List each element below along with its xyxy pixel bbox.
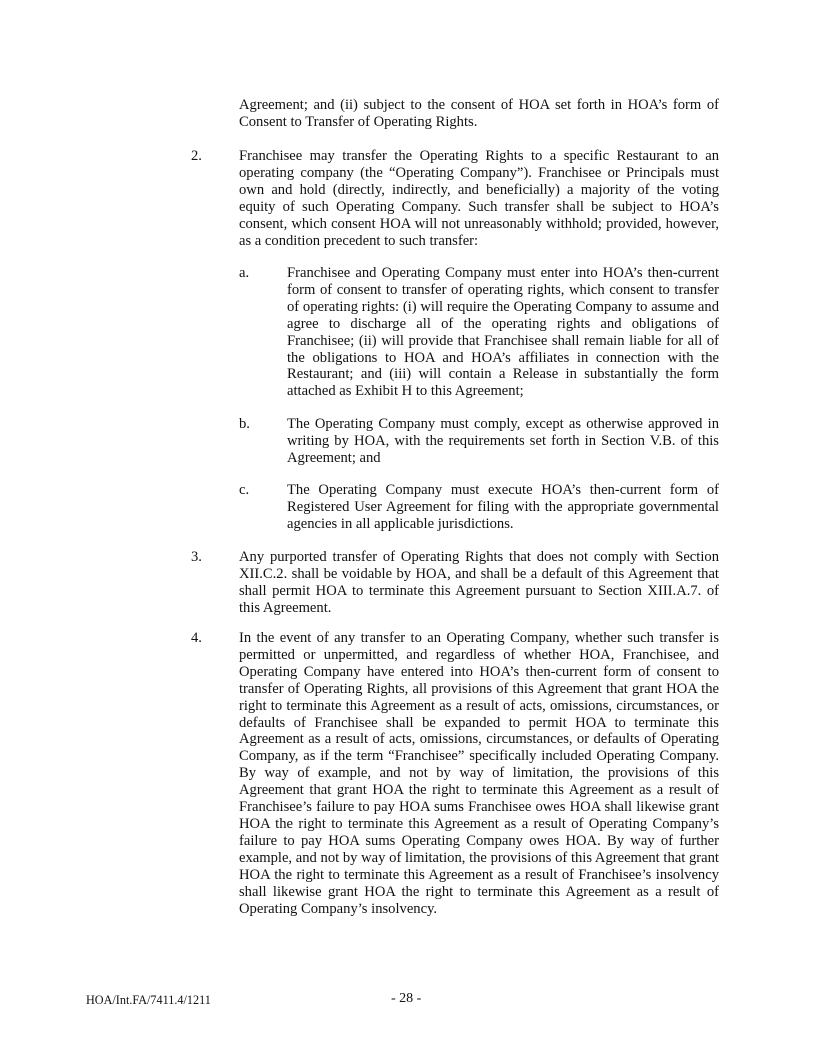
- section-number: 2.: [191, 148, 202, 164]
- subitem-letter: c.: [239, 482, 250, 498]
- section-number: 4.: [191, 630, 202, 646]
- section-number: 3.: [191, 549, 202, 565]
- footer-page-number: - 28 -: [391, 991, 422, 1006]
- subitem-text: Franchisee and Operating Company must enter into HOA’s then-current form of consent to transfer of operating rights, which consent to transfer of operating rights: (i) will require the Operating Company to assume and agree to discharge all of the operating rights and obligations of Franchisee; (ii) will provide that Franchisee shall remain liable for all of the obligations to HOA and HOA’s affiliates in connection with the Restaurant; and (iii) will contain a Release in substantially the form attached as Exhibit H to this Agreement;: [287, 265, 719, 400]
- footer-document-id: HOA/Int.FA/7411.4/1211: [86, 993, 211, 1007]
- subitem-text: The Operating Company must comply, except as otherwise approved in writing by HOA, with the requirements set forth in Section V.B. of this Agreement; and: [287, 416, 719, 466]
- subitem-letter: b.: [239, 416, 250, 432]
- section-text: In the event of any transfer to an Operating Company, whether such transfer is permitted or unpermitted, and regardless of whether HOA, Franchisee, and Operating Company have entered into HOA’s then-current form of consent to transfer of Operating Rights, all provisions of this Agreement that grant HOA the right to terminate this Agreement as a result of acts, omissions, circumstances, or defaults of Franchisee shall be expanded to permit HOA to terminate this Agreement as a result of acts, omissions, circumstances, or defaults of Operating Company, as if the term “Franchisee” specifically included Operating Company. By way of example, and not by way of limitation, the provisions of this Agreement that grant HOA the right to terminate this Agreement as a result of Franchisee’s failure to pay HOA sums Franchisee owes HOA shall likewise grant HOA the right to terminate this Agreement as a result of Operating Company’s failure to pay HOA sums Operating Company owes HOA. By way of further example, and not by way of limitation, the provisions of this Agreement that grant HOA the right to terminate this Agreement as a result of Franchisee’s insolvency shall likewise grant HOA the right to terminate this Agreement as a result of Operating Company’s insolvency.: [239, 630, 719, 917]
- subitem-text: The Operating Company must execute HOA’s then-current form of Registered User Agreement for filing with the appropriate governmental agencies in all applicable jurisdictions.: [287, 482, 719, 532]
- section-text: Franchisee may transfer the Operating Rights to a specific Restaurant to an operating company (the “Operating Company”). Franchisee or Principals must own and hold (directly, indirectly, and beneficially) a majority of the voting equity of such Operating Company. Such transfer shall be subject to HOA’s consent, which consent HOA will not unreasonably withhold; provided, however, as a condition precedent to such transfer:: [239, 148, 719, 249]
- section-text: Any purported transfer of Operating Rights that does not comply with Section XII.C.2. shall be voidable by HOA, and shall be a default of this Agreement that shall permit HOA to terminate this Agreement pursuant to Section XIII.A.7. of this Agreement.: [239, 549, 719, 616]
- continuation-paragraph: Agreement; and (ii) subject to the consent of HOA set forth in HOA’s form of Consent to Transfer of Operating Rights.: [239, 97, 719, 130]
- subitem-letter: a.: [239, 265, 250, 281]
